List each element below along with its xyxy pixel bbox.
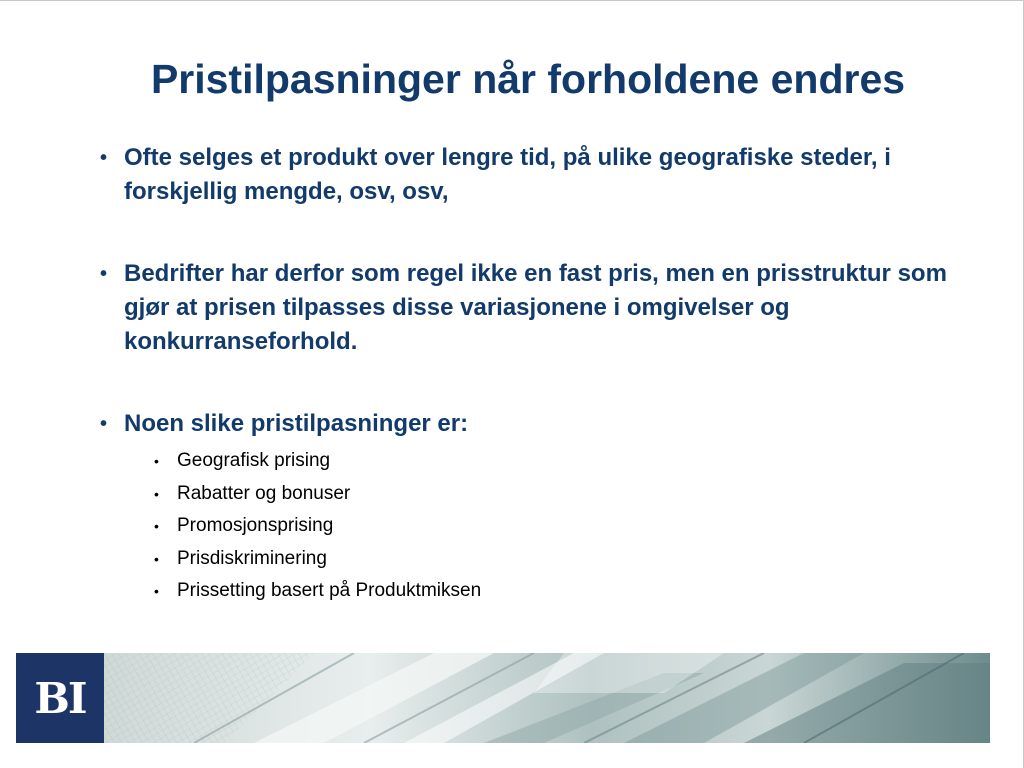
bullet-text: Ofte selges et produkt over lengre tid, på ulike geografiske steder, i forskjellig mengde, osv, osv, (124, 144, 891, 205)
sub-bullet-text: Prissetting basert på Produktmiksen (177, 580, 482, 601)
bullet-text: Noen slike pristilpasninger er: (124, 410, 469, 437)
bullet-marker: • (100, 263, 108, 285)
sub-bullet-item (154, 478, 980, 511)
bullet-text: Bedrifter har derfor som regel ikke en fast pris, men en prisstruktur som gjør at prisen tilpasses disse variasjonene i omgivelser og konkurranseforhold. (124, 260, 947, 355)
bullet-marker: • (100, 147, 108, 169)
sub-bullet-text: Rabatter og bonuser (177, 482, 351, 504)
sub-bullet-text: Prisdiskriminering (177, 547, 327, 569)
sub-bullet-marker: • (154, 583, 159, 599)
bullet-item (100, 257, 980, 359)
bullet-marker: • (100, 413, 108, 435)
sub-bullet-marker: • (154, 485, 159, 502)
sub-bullet-item (154, 575, 980, 608)
architecture-photo (104, 653, 990, 743)
sub-bullet-text: Geografisk prising (177, 450, 331, 471)
bullet-item (100, 407, 980, 441)
slide-content (100, 141, 980, 608)
sub-bullet-item (154, 543, 980, 576)
bi-logo (16, 653, 104, 743)
slide-title: Pristilpasninger når forholdene endres (150, 56, 906, 102)
sub-bullet-marker: • (154, 518, 159, 534)
bullet-item (100, 141, 980, 209)
sub-bullet-text: Promosjonsprising (177, 515, 334, 536)
sub-bullet-marker: • (154, 550, 159, 567)
sub-bullet-item (154, 510, 980, 543)
sub-bullet-marker: • (154, 453, 159, 469)
footer-banner (16, 653, 990, 743)
sub-bullet-item (154, 445, 980, 478)
bi-logo-text: BI (34, 673, 86, 723)
